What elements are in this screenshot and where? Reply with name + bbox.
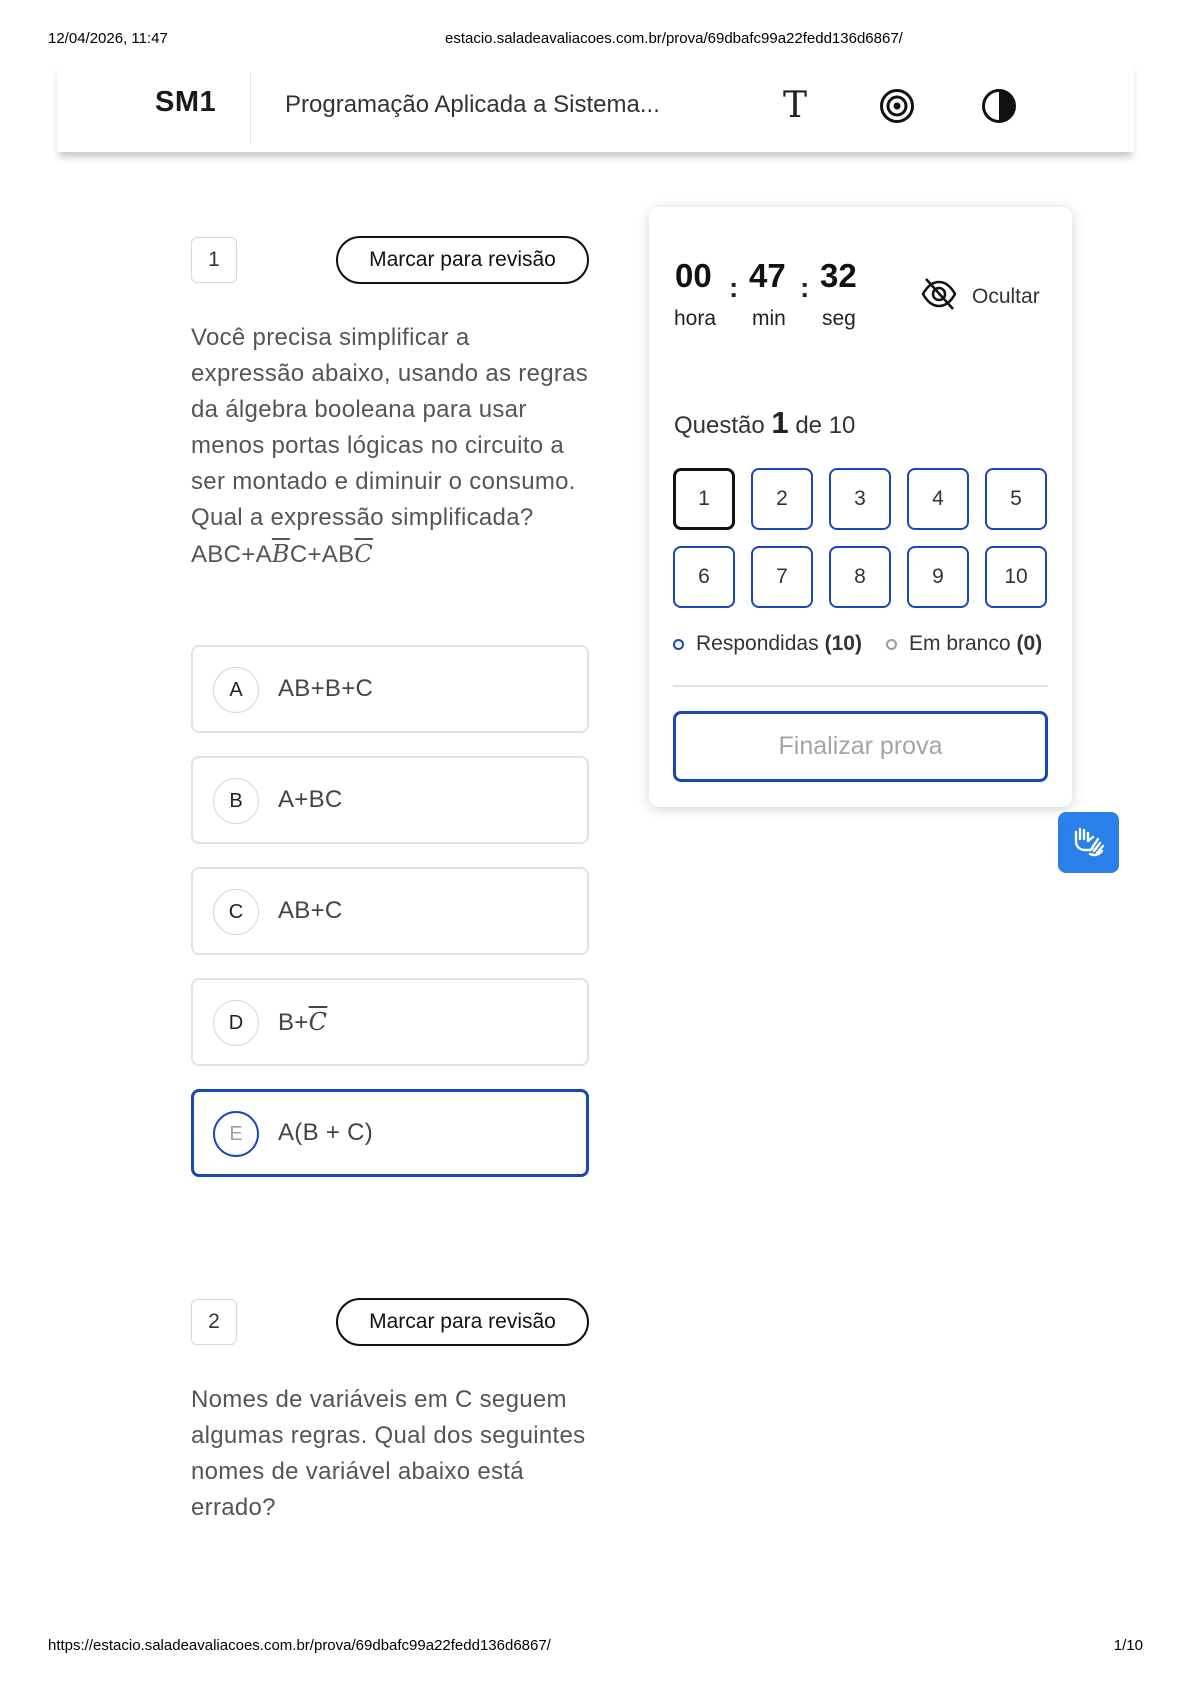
print-footer-url: https://estacio.saladeavaliacoes.com.br/prova/69dbafc99a22fedd136d6867/ bbox=[48, 1637, 551, 1654]
boolean-expression: $ABC+A\overline{B}C+AB\overline{C}$ bbox=[191, 540, 374, 568]
timer-minutes-label: min bbox=[752, 307, 786, 330]
option-b[interactable] bbox=[191, 756, 589, 844]
course-title: Programação Aplicada a Sistema... bbox=[285, 91, 660, 118]
question-nav-1[interactable]: 1 bbox=[673, 468, 735, 530]
timer-seconds-label: seg bbox=[822, 307, 856, 330]
print-date: 12/04/2026, 11:47 bbox=[48, 30, 168, 47]
option-letter: D bbox=[213, 1000, 259, 1046]
option-c[interactable] bbox=[191, 867, 589, 955]
question-nav-7[interactable]: 7 bbox=[751, 546, 813, 608]
top-bar bbox=[57, 62, 1134, 152]
hide-label: Ocultar bbox=[972, 284, 1040, 308]
option-text: A+BC bbox=[278, 786, 343, 813]
question-nav-9[interactable]: 9 bbox=[907, 546, 969, 608]
question-nav-4[interactable]: 4 bbox=[907, 468, 969, 530]
option-text: $B+\overline{C}$ bbox=[278, 1008, 328, 1036]
timer-separator: : bbox=[800, 272, 810, 303]
legend-blank: Em branco (0) bbox=[886, 632, 1042, 656]
option-letter: B bbox=[213, 778, 259, 824]
contrast-icon[interactable] bbox=[977, 84, 1021, 128]
option-text: AB+C bbox=[278, 897, 343, 924]
option-letter: E bbox=[213, 1111, 259, 1157]
option-letter: C bbox=[213, 889, 259, 935]
option-text: AB+B+C bbox=[278, 675, 374, 702]
mark-for-review-button[interactable]: Marcar para revisão bbox=[336, 236, 589, 284]
question-nav-10[interactable]: 10 bbox=[985, 546, 1047, 608]
sign-language-hands-icon bbox=[1070, 821, 1108, 864]
question-number: 2 bbox=[191, 1299, 237, 1345]
question-1-text bbox=[191, 320, 589, 573]
question-nav-2[interactable]: 2 bbox=[751, 468, 813, 530]
topbar-divider bbox=[250, 72, 251, 144]
libras-accessibility-button[interactable] bbox=[1058, 812, 1119, 873]
question-nav-6[interactable]: 6 bbox=[673, 546, 735, 608]
timer-hours-label: hora bbox=[674, 307, 717, 330]
option-d[interactable] bbox=[191, 978, 589, 1066]
answered-dot-icon bbox=[673, 639, 684, 650]
question-2-text: Nomes de variáveis em C seguem algumas regras. Qual dos seguintes nomes de variável abaixo está errado? bbox=[191, 1386, 586, 1521]
option-a[interactable] bbox=[191, 645, 589, 733]
timer-separator: : bbox=[729, 272, 739, 303]
question-nav-5[interactable]: 5 bbox=[985, 468, 1047, 530]
eye-off-icon bbox=[920, 275, 958, 318]
question-progress: Questão 1 de 10 bbox=[674, 405, 856, 440]
print-url: estacio.saladeavaliacoes.com.br/prova/69dbafc99a22fedd136d6867/ bbox=[445, 30, 903, 47]
timer-seconds: 32 bbox=[820, 257, 857, 294]
blank-dot-icon bbox=[886, 639, 897, 650]
mark-for-review-button[interactable]: Marcar para revisão bbox=[336, 1298, 589, 1346]
panel-divider bbox=[673, 685, 1048, 687]
question-nav-8[interactable]: 8 bbox=[829, 546, 891, 608]
timer-hours: 00 bbox=[675, 257, 712, 294]
focus-target-icon[interactable] bbox=[875, 84, 919, 128]
question-number: 1 bbox=[191, 237, 237, 283]
finish-exam-button[interactable]: Finalizar prova bbox=[673, 711, 1048, 782]
brand-logo: SM1 bbox=[155, 86, 217, 118]
exam-panel bbox=[649, 207, 1072, 807]
question-nav-3[interactable]: 3 bbox=[829, 468, 891, 530]
option-letter: A bbox=[213, 667, 259, 713]
option-e[interactable] bbox=[191, 1089, 589, 1177]
question-statement: Você precisa simplificar a expressão abaixo, usando as regras da álgebra booleana para usar menos portas lógicas no circuito a ser montado e diminuir o consumo. Qual a expressão simplificada? bbox=[191, 324, 589, 531]
timer-minutes: 47 bbox=[749, 257, 786, 294]
legend-answered: Respondidas (10) bbox=[673, 632, 862, 656]
option-text: A(B + C) bbox=[278, 1119, 374, 1146]
hide-timer-button[interactable] bbox=[920, 275, 1040, 318]
print-page-number: 1/10 bbox=[1113, 1637, 1143, 1654]
font-size-icon[interactable]: T bbox=[782, 85, 807, 126]
